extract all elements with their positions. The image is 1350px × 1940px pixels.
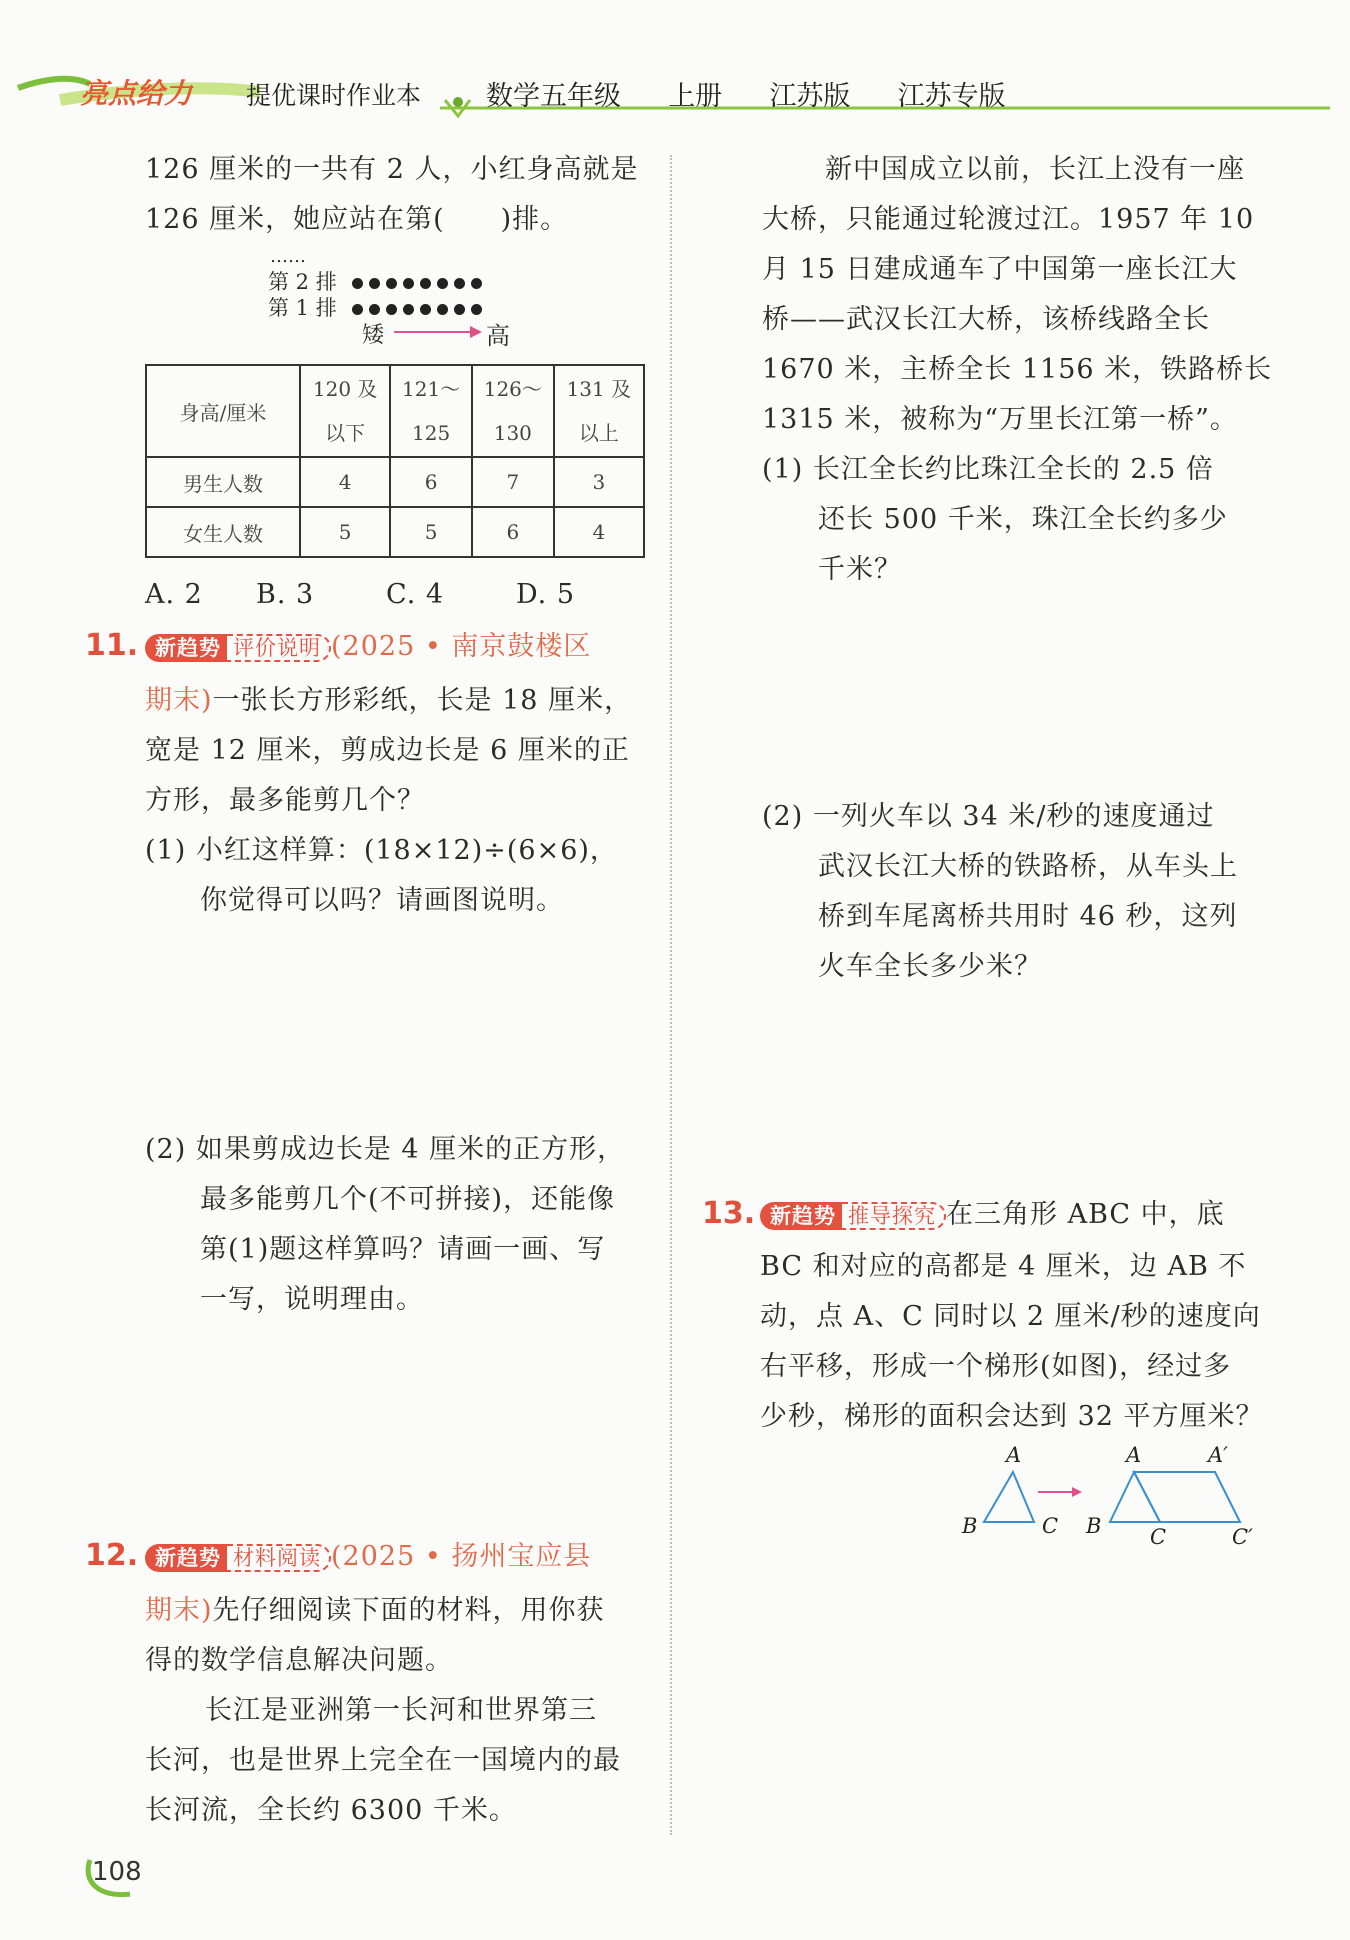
q12-line1 [145, 1540, 591, 1574]
q12-para1: 长江是亚洲第一长河和世界第三 [205, 1695, 597, 1726]
trend-badge [145, 1544, 331, 1572]
material-line5: 1670 米，主桥全长 1156 米，铁路桥长 [762, 354, 1273, 385]
q11-part2-line1: (2) 如果剪成边长是 4 厘米的正方形， [145, 1134, 626, 1165]
q12-para3: 长河流，全长约 6300 千米。 [145, 1795, 517, 1826]
material-line4: 桥——武汉长江大桥，该桥线路全长 [762, 304, 1210, 335]
q11-line3: 宽是 12 厘米，剪成边长是 6 厘米的正 [145, 735, 630, 766]
rows-ellipsis: …… [270, 246, 306, 267]
row2-label: 第 2 排 [268, 270, 337, 294]
q13-line3: 动，点 A、C 同时以 2 厘米/秒的速度向 [760, 1301, 1261, 1332]
material-line1: 新中国成立以前，长江上没有一座 [825, 154, 1245, 185]
q12-source-end: 期末) [145, 1595, 213, 1626]
q11-part1-line2: 你觉得可以吗？请画图说明。 [200, 885, 564, 916]
trapezoid-figure [950, 1440, 1280, 1550]
row2-dots [352, 274, 488, 293]
badge-label: 新趋势 [760, 1202, 842, 1230]
option-b: B. 3 [256, 579, 315, 610]
q11-text: 一张长方形彩纸，长是 18 厘米， [212, 685, 633, 716]
header-volume: 上册 [668, 81, 723, 112]
row1-dots [352, 300, 488, 319]
table-cell: 5 [390, 507, 472, 557]
q11-source-end: 期末) [145, 685, 213, 716]
q10-text-line2: 126 厘米，她应站在第( )排。 [145, 204, 569, 235]
height-table [145, 364, 645, 558]
header-info [486, 74, 1006, 113]
header-part: 125 [412, 421, 451, 445]
table-cell: 4 [554, 507, 644, 557]
label-c: C [1042, 1514, 1059, 1538]
q11-part2-line4: 一写，说明理由。 [200, 1284, 424, 1315]
header-subject: 数学五年级 [486, 81, 621, 112]
row1-label: 第 1 排 [268, 296, 337, 320]
table-header-cell [472, 365, 554, 457]
row-label: 女生人数 [146, 507, 300, 557]
trend-badge [760, 1202, 946, 1230]
table-cell: 3 [554, 457, 644, 507]
book-subtitle: 提优课时作业本 [246, 81, 422, 110]
label-b: B [962, 1514, 978, 1538]
table-cell: 7 [472, 457, 554, 507]
q13-text: 在三角形 ABC 中，底 [946, 1199, 1225, 1230]
option-c: C. 4 [386, 579, 445, 610]
header-part: 131 及 [566, 377, 632, 401]
label-c-moved: C [1150, 1525, 1167, 1549]
q12-part1-line1: (1) 长江全长约比珠江全长的 2.5 倍 [762, 454, 1214, 485]
q12-text: 先仔细阅读下面的材料，用你获 [212, 1595, 605, 1626]
q11-line4: 方形，最多能剪几个？ [145, 785, 425, 816]
q12-line3: 得的数学信息解决问题。 [145, 1645, 453, 1676]
table-row [146, 457, 644, 507]
q11-line1 [145, 630, 591, 664]
q13-number: 13. [702, 1196, 756, 1231]
q12-part2-line3: 桥到车尾离桥共用时 46 秒，这列 [818, 901, 1238, 932]
badge-label: 新趋势 [145, 634, 227, 662]
header-part: 以下 [325, 421, 366, 445]
q11-part1-line1: (1) 小红这样算：(18×12)÷(6×6)， [145, 835, 618, 866]
trend-badge [145, 634, 331, 662]
table-corner: 身高/厘米 [146, 365, 300, 457]
q12-source: (2025 • 扬州宝应县 [331, 1541, 592, 1572]
badge-type: 材料阅读 [227, 1544, 331, 1572]
q12-number: 12. [85, 1538, 139, 1573]
label-a-prime: A′ [1208, 1443, 1228, 1467]
q12-line2 [145, 1594, 605, 1628]
label-c-prime: C′ [1232, 1525, 1253, 1549]
q11-part2-line2: 最多能剪几个(不可拼接)，还能像 [200, 1184, 616, 1215]
q12-part1-line3: 千米？ [818, 554, 902, 585]
material-line2: 大桥，只能通过轮渡过江。1957 年 10 [762, 204, 1255, 235]
table-header-cell [300, 365, 390, 457]
badge-label: 新趋势 [145, 1544, 227, 1572]
tall-label: 高 [486, 322, 510, 350]
q12-part2-line2: 武汉长江大桥的铁路桥，从车头上 [818, 851, 1238, 882]
row-label: 男生人数 [146, 457, 300, 507]
table-cell: 5 [300, 507, 390, 557]
q12-para2: 长河，也是世界上完全在一国境内的最 [145, 1745, 621, 1776]
table-row [146, 507, 644, 557]
q11-source: (2025 • 南京鼓楼区 [331, 631, 592, 662]
header-edition: 江苏版 [769, 81, 851, 112]
option-d: D. 5 [516, 579, 576, 610]
table-cell: 6 [390, 457, 472, 507]
column-divider [670, 155, 672, 1835]
table-header-row [146, 365, 644, 457]
q13-line5: 少秒，梯形的面积会达到 32 平方厘米？ [760, 1401, 1264, 1432]
badge-type: 评价说明 [227, 634, 331, 662]
label-a: A [1006, 1443, 1022, 1467]
header-part: 以上 [578, 421, 619, 445]
table-header-cell [554, 365, 644, 457]
brand-logo: 亮点给力 [80, 77, 193, 110]
short-label: 矮 [362, 323, 385, 348]
q10-text-line1: 126 厘米的一共有 2 人，小红身高就是 [145, 154, 639, 185]
q12-part2-line4: 火车全长多少米？ [818, 951, 1042, 982]
page-number: 108 [92, 1857, 142, 1887]
label-a-moved: A [1126, 1443, 1142, 1467]
header-special: 江苏专版 [897, 81, 1006, 112]
table-cell: 6 [472, 507, 554, 557]
q11-line2 [145, 684, 632, 718]
q11-number: 11. [85, 628, 139, 663]
material-line6: 1315 米，被称为“万里长江第一桥”。 [762, 404, 1238, 435]
q12-part2-line1: (2) 一列火车以 34 米/秒的速度通过 [762, 801, 1215, 832]
option-a: A. 2 [145, 579, 203, 610]
badge-type: 推导探究 [842, 1202, 946, 1230]
q13-line4: 右平移，形成一个梯形(如图)，经过多 [760, 1351, 1232, 1382]
header-part: 120 及 [312, 377, 378, 401]
material-line3: 月 15 日建成通车了中国第一座长江大 [762, 254, 1238, 285]
label-b-moved: B [1086, 1514, 1102, 1538]
table-header-cell [390, 365, 472, 457]
short-to-tall-arrow [392, 322, 484, 342]
q12-part1-line2: 还长 500 千米，珠江全长约多少 [818, 504, 1228, 535]
q13-line2: BC 和对应的高都是 4 厘米，边 AB 不 [760, 1251, 1247, 1282]
q11-part2-line3: 第(1)题这样算吗？请画一画、写 [200, 1234, 606, 1265]
header-part: 130 [493, 421, 532, 445]
q13-line1 [760, 1198, 1225, 1232]
header-part: 121～ [402, 377, 461, 401]
header-part: 126～ [483, 377, 542, 401]
table-cell: 4 [300, 457, 390, 507]
